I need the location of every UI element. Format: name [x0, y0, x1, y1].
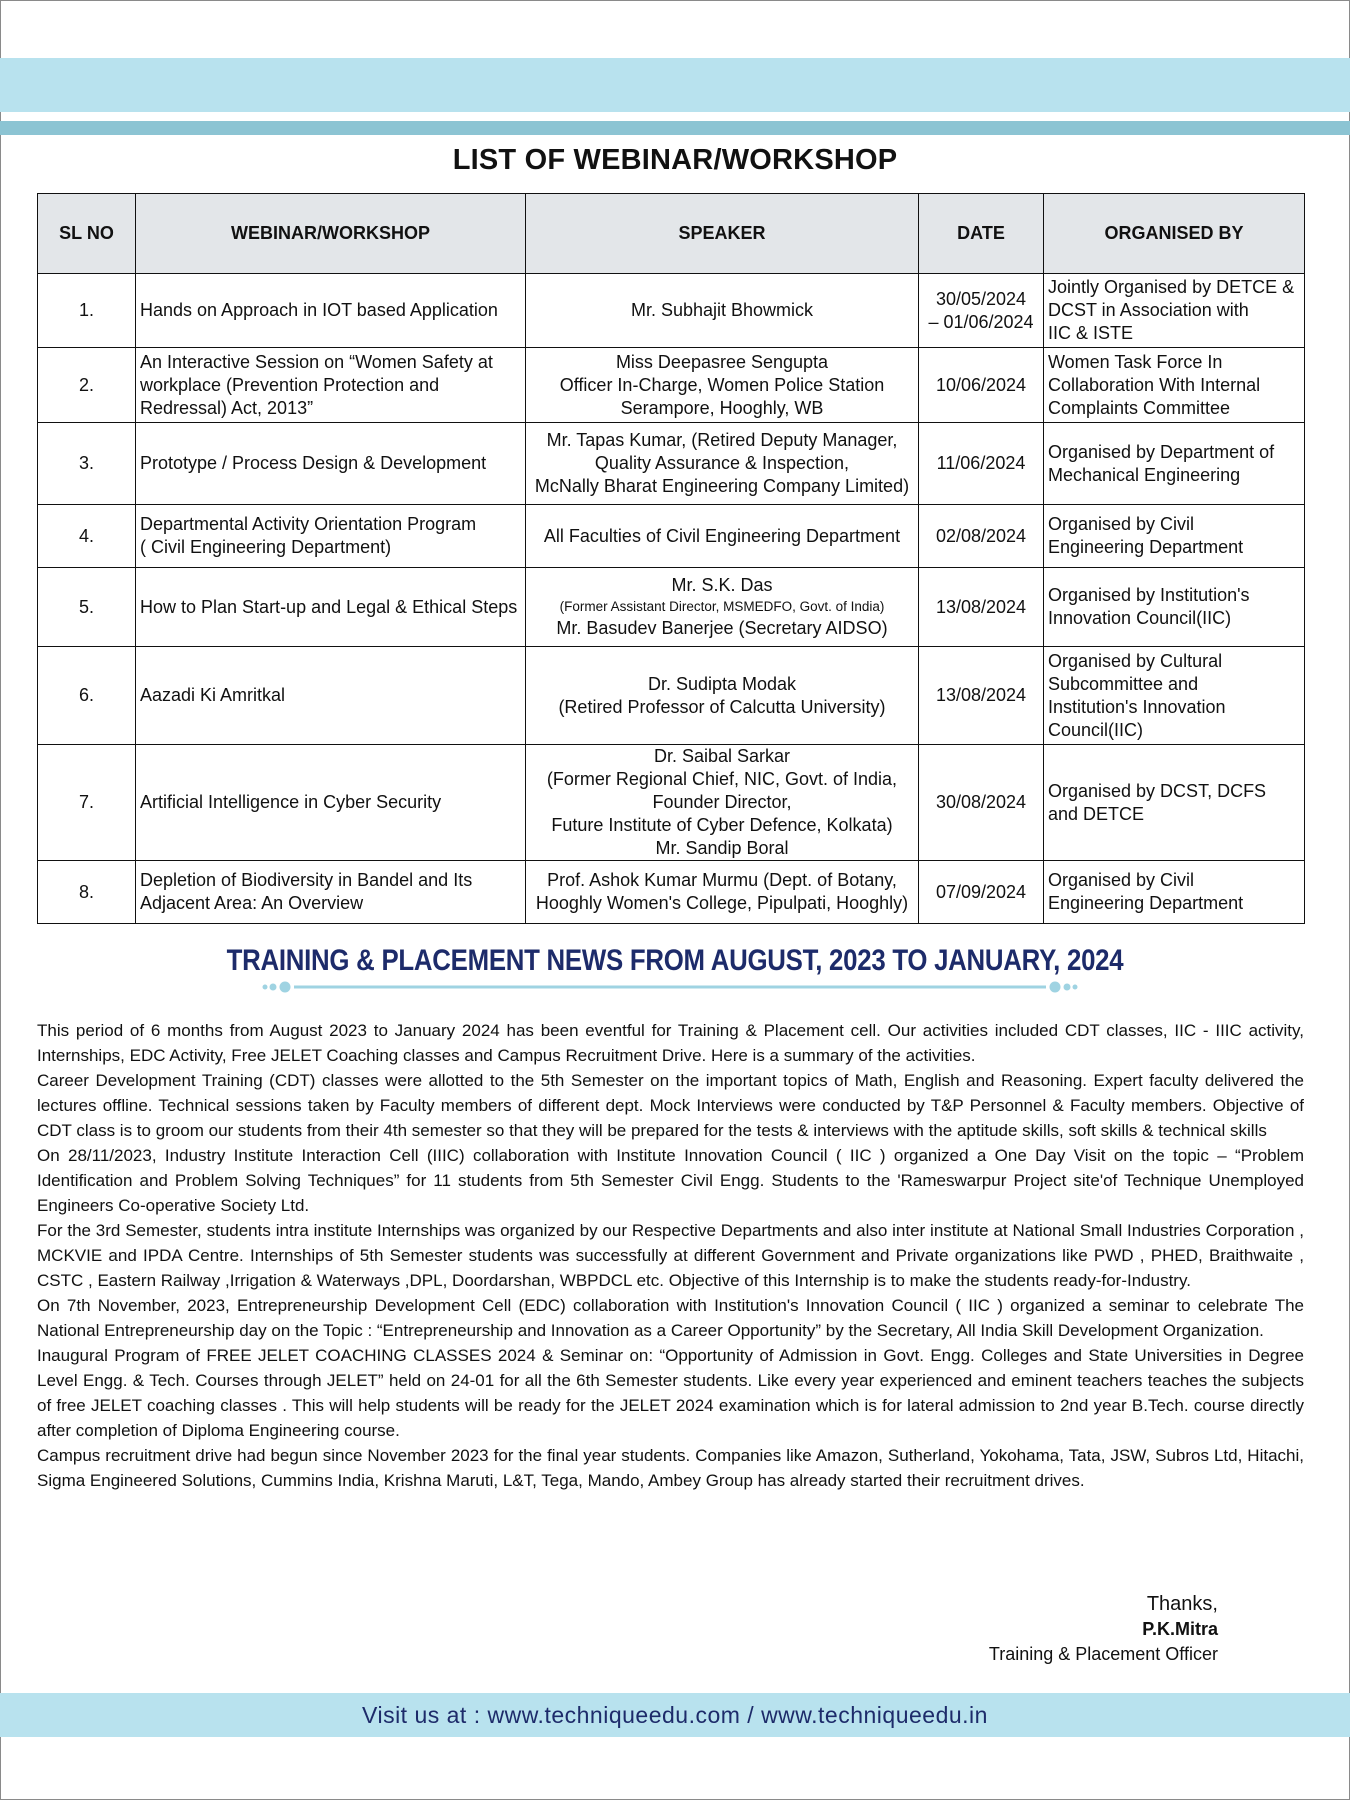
paragraph: Campus recruitment drive had begun since November 2023 for the final year students. Companies like Amazon, Sutherland, Yokohama, Tata, JSW, Subros Ltd, Hitachi, Sigma Engineered Solutions, Cummins India, Krishna Maruti, L&T, Tega, Mando, Ambey Group has already started their recruitment drives. [37, 1446, 1304, 1490]
header-organised-by: ORGANISED BY [1044, 194, 1305, 274]
cell-sl: 5. [38, 568, 136, 647]
cell-sl: 3. [38, 423, 136, 505]
table-row [38, 505, 1305, 568]
cell-sl: 4. [38, 505, 136, 568]
cell-date: 30/08/2024 [919, 745, 1044, 861]
cell-date: 13/08/2024 [919, 647, 1044, 745]
cell-sl: 2. [38, 348, 136, 423]
paragraph: Inaugural Program of FREE JELET COACHING CLASSES 2024 & Seminar on: “Opportunity of Admission in Govt. Engg. Colleges and State Universities in Degree Level Engg. & Tech. Courses through JELET” held on 24-01 for all the 6th Semester students. Like every year experienced and eminent teachers teaches the subjects of free JELET coaching classes . This will help students will be ready for the JELET 2024 examination which is for lateral admission to 2nd year B.Tech. course directly after completion of Diploma Engineering course. [37, 1346, 1304, 1440]
cell-sl: 8. [38, 861, 136, 924]
heading-rule-ornament [260, 980, 1080, 994]
cell-organised-by: Organised by Civil Engineering Department [1044, 861, 1305, 924]
cell-title: Departmental Activity Orientation Program ( Civil Engineering Department) [136, 505, 526, 568]
cell-date: 10/06/2024 [919, 348, 1044, 423]
header-sl-no: SL NO [38, 194, 136, 274]
cell-title: An Interactive Session on “Women Safety at workplace (Prevention Protection and Redressal) Act, 2013” [136, 348, 526, 423]
cell-organised-by: Jointly Organised by DETCE & DCST in Association with IIC & ISTE [1044, 274, 1305, 348]
list-title: LIST OF WEBINAR/WORKSHOP [452, 144, 898, 176]
webinar-table [37, 193, 1305, 924]
cell-speaker [526, 568, 919, 647]
cell-speaker: Dr. Sudipta Modak (Retired Professor of Calcutta University) [526, 647, 919, 745]
header-webinar-workshop: WEBINAR/WORKSHOP [136, 194, 526, 274]
cell-organised-by: Organised by Civil Engineering Department [1044, 505, 1305, 568]
cell-organised-by: Organised by Cultural Subcommittee and Institution's Innovation Council(IIC) [1044, 647, 1305, 745]
cell-organised-by: Organised by Institution's Innovation Council(IIC) [1044, 568, 1305, 647]
cell-date: 02/08/2024 [919, 505, 1044, 568]
cell-speaker: Miss Deepasree Sengupta Officer In-Charge, Women Police Station Serampore, Hooghly, WB [526, 348, 919, 423]
paragraph: Career Development Training (CDT) classes were allotted to the 5th Semester on the important topics of Math, English and Reasoning. Expert faculty delivered the lectures offline. Technical sessions taken by Faculty members of different dept. Mock Interviews were conducted by T&P Personnel & Faculty members. Objective of CDT class is to groom our students from their 4th semester so that they will be prepared for the tests & interviews with the aptitude skills, soft skills & technical skills [37, 1071, 1304, 1140]
cell-date: 11/06/2024 [919, 423, 1044, 505]
cell-speaker: Prof. Ashok Kumar Murmu (Dept. of Botany, Hooghly Women's College, Pipulpati, Hooghly) [526, 861, 919, 924]
paragraph: On 28/11/2023, Industry Institute Interaction Cell (IIIC) collaboration with Institute Innovation Council ( IIC ) organized a One Day Visit on the topic – “Problem Identification and Problem Solving Techniques” for 11 students from 5th Semester Civil Engg. Students to the 'Rameswarpur Project site'of Technique Unemployed Engineers Co-operative Society Ltd. [37, 1146, 1304, 1215]
header-date: DATE [919, 194, 1044, 274]
table-row [38, 274, 1305, 348]
table-header-row [38, 194, 1305, 274]
cell-title: How to Plan Start-up and Legal & Ethical Steps [136, 568, 526, 647]
cell-sl: 6. [38, 647, 136, 745]
cell-organised-by: Organised by DCST, DCFS and DETCE [1044, 745, 1305, 861]
cell-title: Hands on Approach in IOT based Application [136, 274, 526, 348]
paragraph: On 7th November, 2023, Entrepreneurship Development Cell (EDC) collaboration with Institution's Innovation Council ( IIC ) organized a seminar to celebrate The National Entrepreneurship day on the Topic : “Entrepreneurship and Innovation as a Career Opportunity” by the Secretary, All India Skill Development Organization. [37, 1296, 1304, 1340]
header-stripe [0, 121, 1350, 135]
cell-date: 13/08/2024 [919, 568, 1044, 647]
header-speaker: SPEAKER [526, 194, 919, 274]
cell-date: 30/05/2024 – 01/06/2024 [919, 274, 1044, 348]
training-placement-body [37, 1018, 1304, 1493]
paragraph: This period of 6 months from August 2023 to January 2024 has been eventful for Training & Placement cell. Our activities included CDT classes, IIC - IIIC activity, Internships, EDC Activity, Free JELET Coaching classes and Campus Recruitment Drive. Here is a summary of the activities. [37, 1021, 1304, 1065]
cell-speaker: Dr. Saibal Sarkar (Former Regional Chief, NIC, Govt. of India, Founder Director, Future Institute of Cyber Defence, Kolkata) Mr. Sandip Boral [526, 745, 919, 861]
cell-organised-by: Organised by Department of Mechanical Engineering [1044, 423, 1305, 505]
table-row [38, 861, 1305, 924]
table-row [38, 647, 1305, 745]
cell-date: 07/09/2024 [919, 861, 1044, 924]
cell-speaker: All Faculties of Civil Engineering Department [526, 505, 919, 568]
signature-thanks: Thanks, [1146, 1593, 1218, 1615]
signature-role: Training & Placement Officer [988, 1644, 1218, 1664]
cell-organised-by: Women Task Force In Collaboration With Internal Complaints Committee [1044, 348, 1305, 423]
cell-sl: 7. [38, 745, 136, 861]
table-row [38, 745, 1305, 861]
header-band [0, 58, 1350, 112]
cell-title: Depletion of Biodiversity in Bandel and Its Adjacent Area: An Overview [136, 861, 526, 924]
table-row [38, 568, 1305, 647]
signature-block [989, 1592, 1218, 1667]
table-row [38, 423, 1305, 505]
cell-title: Artificial Intelligence in Cyber Security [136, 745, 526, 861]
speaker-line: Mr. Basudev Banerjee (Secretary AIDSO) [556, 618, 888, 638]
footer-website-bar: Visit us at : www.techniqueedu.com / www.techniqueedu.in [0, 1693, 1350, 1737]
speaker-line-small: (Former Assistant Director, MSMEDFO, Govt. of India) [559, 599, 885, 614]
cell-speaker: Mr. Subhajit Bhowmick [526, 274, 919, 348]
signature-name: P.K.Mitra [1142, 1619, 1218, 1639]
cell-speaker: Mr. Tapas Kumar, (Retired Deputy Manager, Quality Assurance & Inspection, McNally Bharat Engineering Company Limited) [526, 423, 919, 505]
table-row [38, 348, 1305, 423]
cell-title: Prototype / Process Design & Development [136, 423, 526, 505]
training-placement-heading: TRAINING & PLACEMENT NEWS FROM AUGUST, 2023 TO JANUARY, 2024 [226, 944, 1124, 977]
paragraph: For the 3rd Semester, students intra institute Internships was organized by our Respective Departments and also inter institute at National Small Industries Corporation , MCKVIE and IPDA Centre. Internships of 5th Semester students was successfully at different Government and Private organizations like PWD , PHED, Braithwaite , CSTC , Eastern Railway ,Irrigation & Waterways ,DPL, Doordarshan, WBPDCL etc. Objective of this Internship is to make the students ready-for-Industry. [37, 1221, 1304, 1290]
speaker-line: Mr. S.K. Das [671, 575, 773, 595]
cell-sl: 1. [38, 274, 136, 348]
cell-title: Aazadi Ki Amritkal [136, 647, 526, 745]
